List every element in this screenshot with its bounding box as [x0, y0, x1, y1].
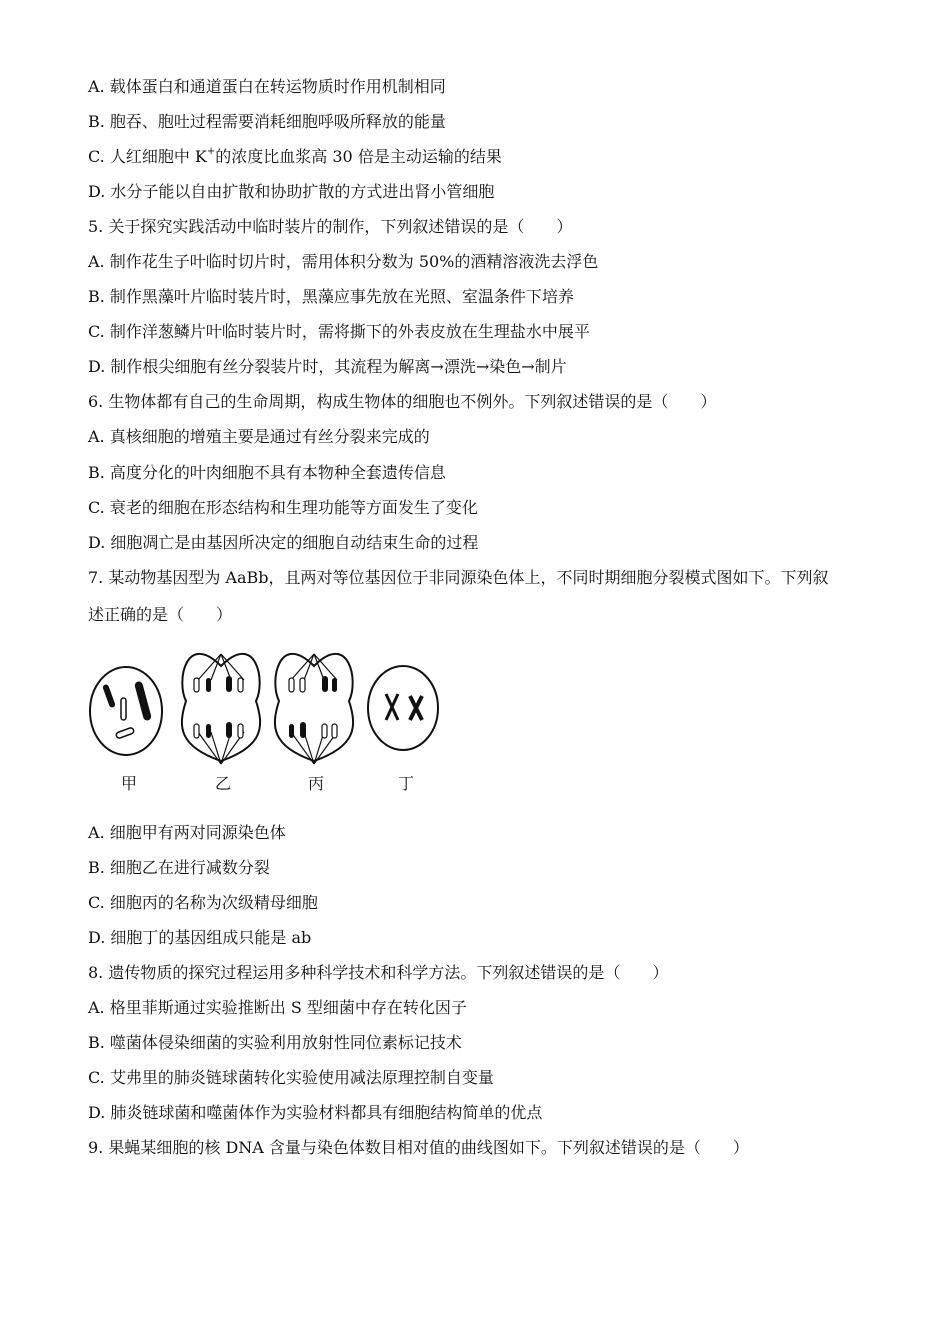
q4-option-c	[88, 147, 502, 167]
cell-yi	[182, 654, 260, 761]
chromosomes-ding	[386, 694, 422, 720]
q8-stem: 8. 遗传物质的探究过程运用多种科学技术和科学方法。下列叙述错误的是（ ）	[88, 963, 669, 982]
q4-option-c-sup: +	[206, 145, 216, 157]
q4-option-d: D. 水分子能以自由扩散和协助扩散的方式进出肾小管细胞	[88, 182, 495, 201]
q8-option-b: B. 噬菌体侵染细菌的实验利用放射性同位素标记技术	[88, 1033, 462, 1052]
figure-label-yi: 乙	[215, 774, 232, 793]
chromosomes-jia	[102, 681, 152, 739]
q5-option-c: C. 制作洋葱鳞片叶临时装片时，需将撕下的外表皮放在生理盐水中展平	[88, 322, 590, 341]
cell-bing	[275, 654, 353, 761]
q9-stem: 9. 果蝇某细胞的核 DNA 含量与染色体数目相对值的曲线图如下。下列叙述错误的是（ ）	[88, 1138, 749, 1157]
q7-option-b: B. 细胞乙在进行减数分裂	[88, 858, 270, 877]
chromosomes-bing	[289, 676, 337, 738]
q7-option-a: A. 细胞甲有两对同源染色体	[88, 823, 286, 842]
q5-stem: 5. 关于探究实践活动中临时装片的制作，下列叙述错误的是（ ）	[88, 217, 573, 236]
q6-stem: 6. 生物体都有自己的生命周期，构成生物体的细胞也不例外。下列叙述错误的是（ ）	[88, 392, 717, 411]
figure-label-bing: 丙	[308, 774, 325, 793]
cell-ding	[368, 666, 438, 750]
q6-option-a: A. 真核细胞的增殖主要是通过有丝分裂来完成的	[88, 427, 430, 446]
q7-option-d: D. 细胞丁的基因组成只能是 ab	[88, 928, 312, 947]
q8-option-a: A. 格里菲斯通过实验推断出 S 型细菌中存在转化因子	[88, 998, 467, 1017]
q7-stem-line1: 7. 某动物基因型为 AaBb，且两对等位基因位于非同源染色体上，不同时期细胞分裂模式图如下。下列叙	[88, 568, 829, 587]
q6-option-b: B. 高度分化的叶肉细胞不具有本物种全套遗传信息	[88, 463, 446, 482]
spindle-yi	[198, 654, 244, 764]
chromosomes-yi	[194, 676, 243, 738]
q6-option-c: C. 衰老的细胞在形态结构和生理功能等方面发生了变化	[88, 498, 478, 517]
cell-division-figure	[86, 636, 446, 796]
q5-option-b: B. 制作黑藻叶片临时装片时，黑藻应事先放在光照、室温条件下培养	[88, 287, 574, 306]
q8-option-d: D. 肺炎链球菌和噬菌体作为实验材料都具有细胞结构简单的优点	[88, 1103, 543, 1122]
q7-stem-line2: 述正确的是（ ）	[88, 605, 233, 624]
q5-option-a: A. 制作花生子叶临时切片时，需用体积分数为 50%的酒精溶液洗去浮色	[88, 252, 599, 271]
q4-option-a: A. 载体蛋白和通道蛋白在转运物质时作用机制相同	[88, 77, 446, 96]
q5-option-d: D. 制作根尖细胞有丝分裂装片时，其流程为解离→漂洗→染色→制片	[88, 357, 567, 376]
q4-option-b: B. 胞吞、胞吐过程需要消耗细胞呼吸所释放的能量	[88, 112, 446, 131]
figure-label-ding: 丁	[398, 774, 415, 793]
spindle-bing	[291, 654, 337, 764]
q6-option-d: D. 细胞凋亡是由基因所决定的细胞自动结束生命的过程	[88, 533, 479, 552]
q8-option-c: C. 艾弗里的肺炎链球菌转化实验使用减法原理控制自变量	[88, 1068, 494, 1087]
figure-label-jia: 甲	[121, 774, 138, 793]
q4-option-c-pre: C. 人红细胞中 K	[88, 147, 207, 166]
q7-option-c: C. 细胞丙的名称为次级精母细胞	[88, 893, 318, 912]
q4-option-c-post: 的浓度比血浆高 30 倍是主动运输的结果	[215, 147, 502, 166]
